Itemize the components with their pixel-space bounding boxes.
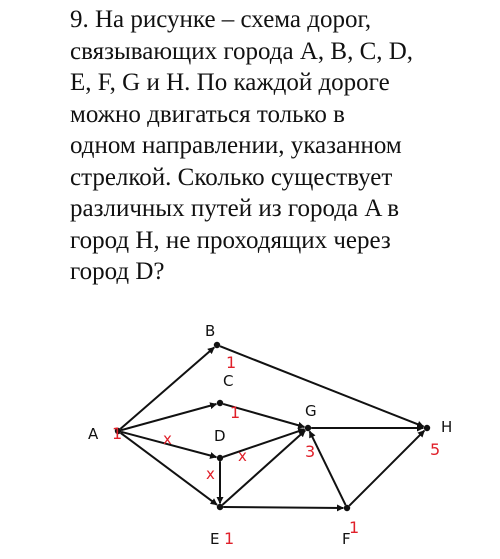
node-c	[217, 400, 223, 406]
node-label-b: B	[205, 322, 216, 340]
problem-line: одном направлении, указанном	[70, 132, 402, 159]
node-b	[214, 342, 220, 348]
count-mark-e: 1	[224, 529, 235, 548]
cross-mark-d-g: x	[238, 447, 247, 465]
node-label-c: C	[223, 372, 234, 390]
node-label-g: G	[305, 402, 317, 420]
problem-line: можно двигаться только в	[70, 100, 345, 128]
node-label-e: E	[210, 530, 220, 548]
problem-text	[70, 4, 490, 288]
cross-mark-a-d: x	[163, 430, 172, 448]
edge-f-h	[349, 431, 424, 506]
problem-line: 9. На рисунке – схема дорог,	[70, 6, 372, 33]
edge-e-g	[222, 431, 305, 505]
node-label-h: H	[441, 418, 453, 436]
node-e	[217, 504, 223, 510]
node-f	[344, 505, 350, 511]
problem-line: различных путей из города A в	[70, 195, 400, 222]
node-label-d: D	[214, 427, 226, 445]
edge-b-h	[220, 346, 424, 426]
node-label-a: A	[88, 425, 99, 443]
problem-line: E, F, G и H. По каждой дороге	[70, 69, 390, 96]
road-graph	[0, 315, 500, 559]
cross-mark-d-e: x	[206, 465, 215, 483]
problem-line: связывающих города A, B, C, D,	[70, 37, 414, 65]
count-mark-g: 3	[305, 442, 316, 461]
node-h	[424, 425, 430, 431]
problem-line: город D?	[70, 258, 165, 285]
node-d	[217, 455, 223, 461]
problem-line: стрелкой. Сколько существует	[70, 163, 393, 191]
count-mark-c: 1	[230, 403, 241, 422]
count-mark-f: 1	[349, 518, 360, 537]
count-mark-b: 1	[226, 353, 237, 372]
problem-line: город H, не проходящих через	[70, 226, 391, 254]
node-g	[305, 425, 311, 431]
count-mark-h: 5	[430, 440, 441, 459]
edge-e-f	[223, 507, 343, 508]
node-label-f: F	[342, 530, 351, 548]
count-mark-a: 1	[112, 424, 123, 443]
graph-edges	[120, 346, 424, 508]
